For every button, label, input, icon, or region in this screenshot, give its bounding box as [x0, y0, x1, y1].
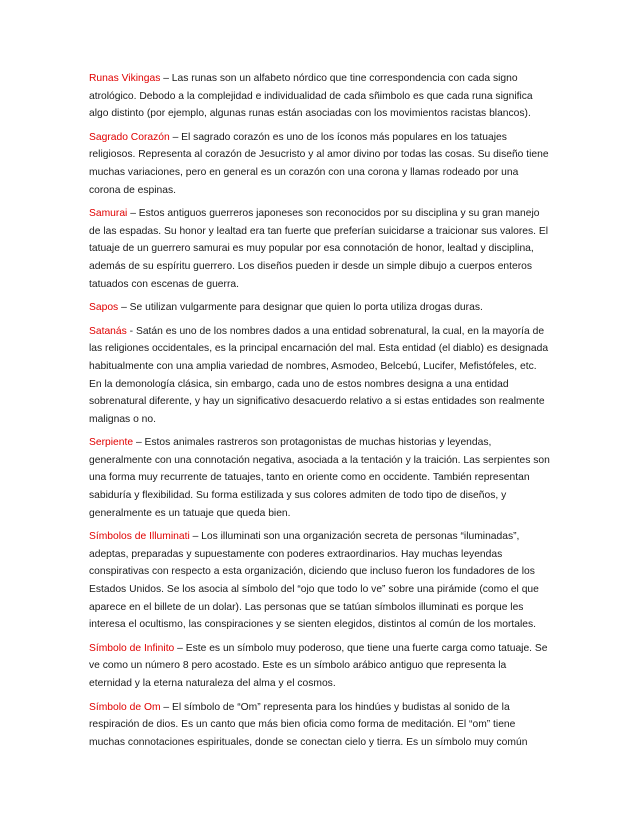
entry-term: Samurai [89, 208, 128, 220]
entry-text: – Los illuminati son una organización secreta de personas “iluminadas”, adeptas, preparadas y supuestamente con poderes extraordinarios. Hay muchas leyendas conspirativas con respecto a esta organización, diciendo que incluso fueron los fundadores de los Estados Unidos. Se los asocia al símbolo del “ojo que todo lo ve” sobre una pirámide (como el que aparece en el billete de un dolar). Las personas que se tatúan símbolos illuminati es porque les interesa el ocultismo, las conspiraciones y se sienten elegidos, distintos al común de los mortales. [89, 531, 539, 631]
entry-samurai [89, 205, 552, 293]
entry-text: - Satán es uno de los nombres dados a una entidad sobrenatural, la cual, en la mayoría de las religiones occidentales, es la principal encarnación del mal. Esta entidad (el diablo) es designada habitualmente con una amplia variedad de nombres, Asmodeo, Belcebú, Lucifer, Mefistófeles, etc. En la demonología clásica, sin embargo, cada uno de estos nombres designa a una entidad sobrenatural diferente, y hay un significativo desacuerdo relativo a si estas entidades son realmente malignas o no. [89, 325, 549, 425]
entry-term: Sagrado Corazón [89, 131, 170, 143]
entry-text: – El símbolo de “Om” representa para los hindúes y budistas al sonido de la respiración de dios. Es un canto que más bien oficia como forma de meditación. El “om” tiene muchas connotaciones espirituales, donde se conectan cielo y tierra. Es un símbolo muy común [89, 701, 528, 748]
entry-text: – Estos animales rastreros son protagonistas de muchas historias y leyendas, generalmente con una connotación negativa, asociada a la tentación y la traición. Las serpientes son una forma muy recurrente de tatuajes, tanto en oriente como en occidente. También representan sabiduría y flexibilidad. Su forma estilizada y sus colores admiten de todo tipo de diseños, y generalmente es un tatuaje que queda bien. [89, 437, 550, 519]
entry-simbolo-infinito [89, 640, 552, 693]
entry-sapos [89, 299, 552, 317]
entry-text: – Estos antiguos guerreros japoneses son reconocidos por su disciplina y su gran manejo de las espadas. Su honor y lealtad era tan fuerte que preferían suicidarse a traicionar sus valores. El tatuaje de un guerrero samurai es muy popular por esa connotación de honor, lealtad y disciplina, además de su espíritu guerrero. Los diseños pueden ir desde un simple dibujo a cuerpos enteros tatuados con escenas de guerra. [89, 208, 549, 290]
entry-serpiente [89, 434, 552, 522]
entry-term: Sapos [89, 302, 119, 314]
entry-text: – Se utilizan vulgarmente para designar que quien lo porta utiliza drogas duras. [118, 302, 483, 314]
entry-simbolo-om [89, 699, 552, 752]
document-page [89, 70, 552, 757]
entry-runas-vikingas [89, 70, 552, 123]
entry-term: Símbolos de Illuminati [89, 531, 190, 543]
entry-term: Símbolo de Infinito [89, 642, 175, 654]
entry-term: Serpiente [89, 437, 134, 449]
entry-satanas [89, 323, 552, 429]
entry-text: – Las runas son un alfabeto nórdico que tine correspondencia con cada signo atrológico. Debodo a la complejidad e individualidad de cada sñimbolo es que cada runa significa algo distinto (por ejemplo, algunas runas están asociadas con los movimientos racistas blancos). [89, 73, 533, 120]
entry-term: Satanás [89, 325, 127, 337]
entry-text: – El sagrado corazón es uno de los íconos más populares en los tatuajes religiosos. Representa al corazón de Jesucristo y al amor divino por todas las cosas. Su diseño tiene muchas variaciones, pero en general es un corazón con una corona y llamas rodeado por una corona de espinas. [89, 131, 549, 196]
entry-simbolos-illuminati [89, 528, 552, 634]
entry-sagrado-corazon [89, 129, 552, 199]
entry-term: Símbolo de Om [89, 701, 161, 713]
entry-term: Runas Vikingas [89, 73, 161, 84]
entry-text: – Este es un símbolo muy poderoso, que tiene una fuerte carga como tatuaje. Se ve como un número 8 pero acostado. Este es un símbolo arábico antiguo que representa la eternidad y la eterna naturaleza del alma y el cosmos. [89, 642, 548, 689]
